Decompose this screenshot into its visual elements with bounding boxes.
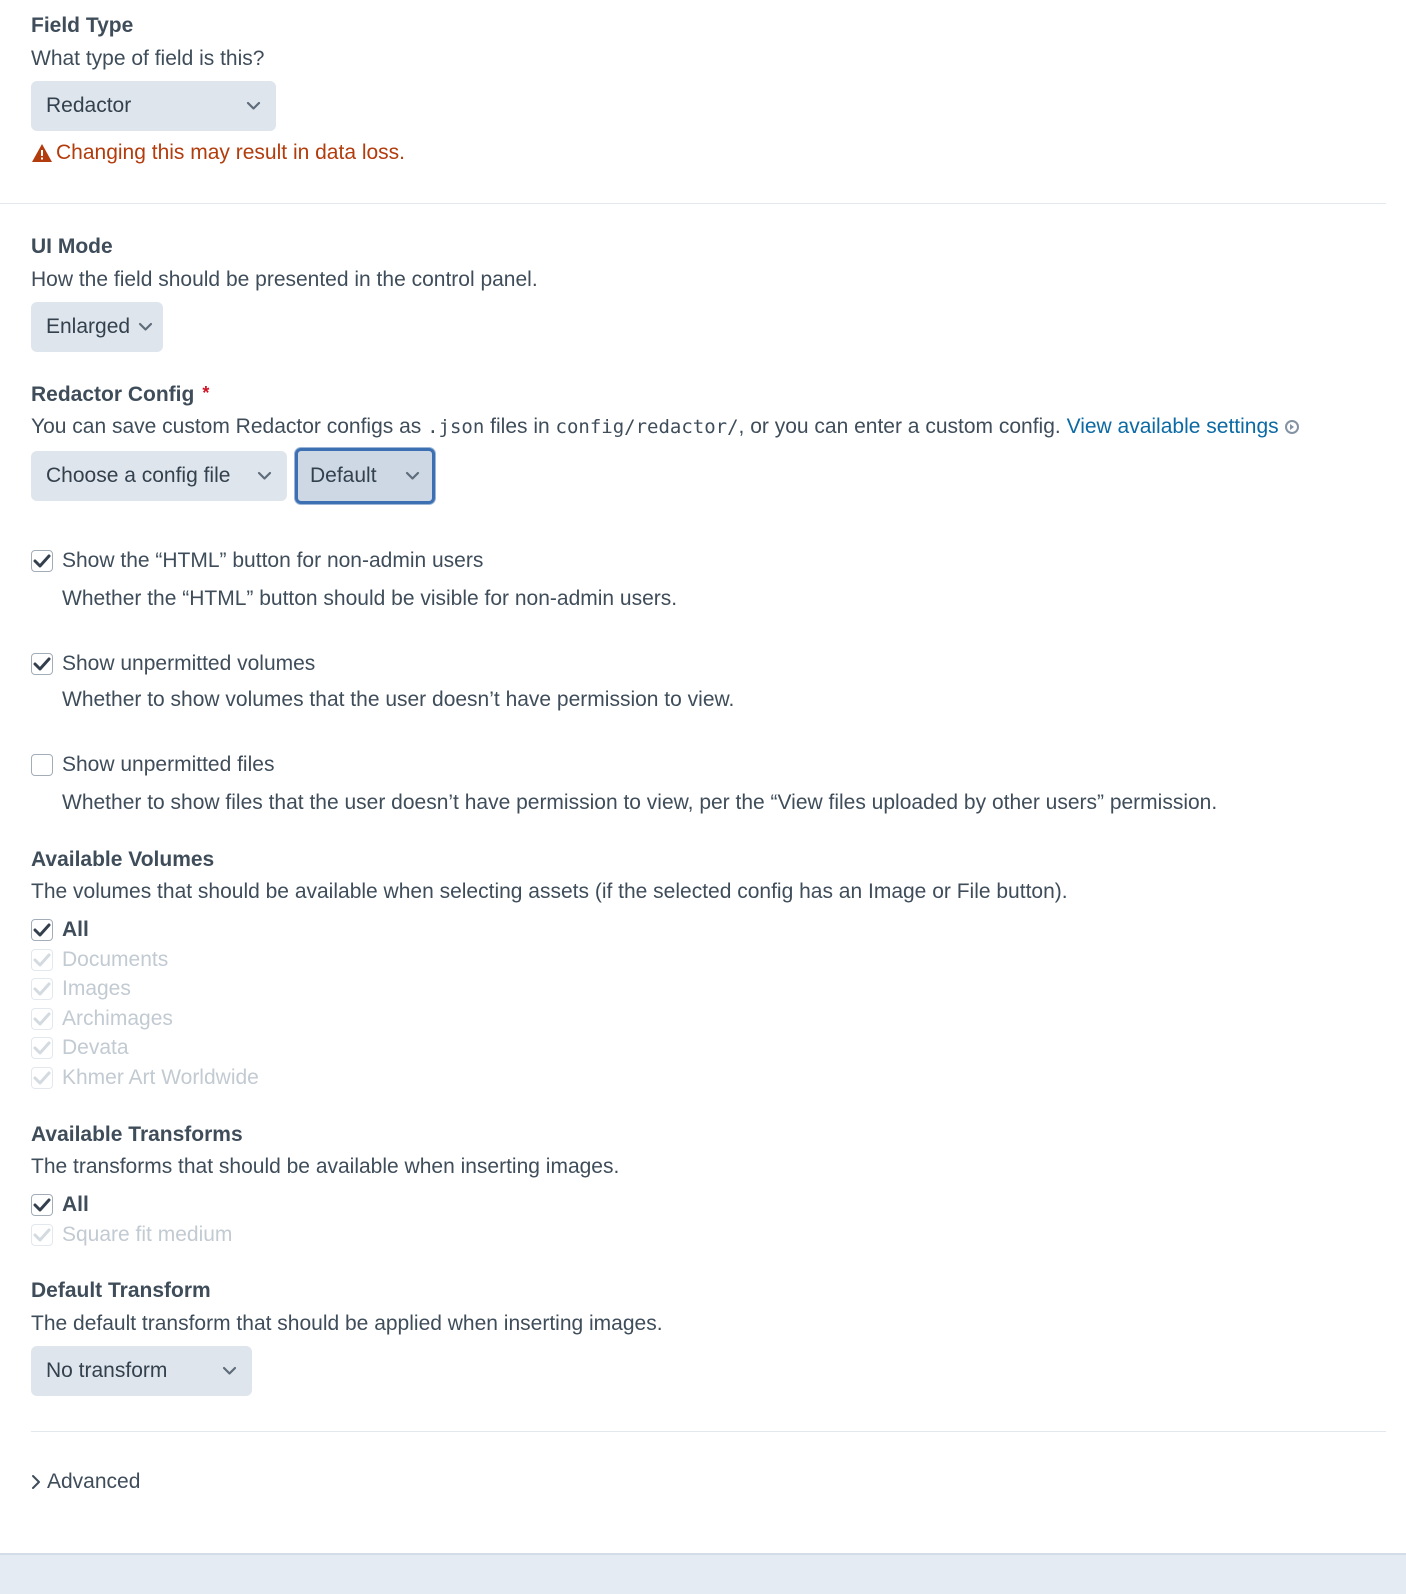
check-icon [33, 1071, 51, 1085]
show-unpermitted-volumes-checkbox[interactable] [31, 653, 53, 675]
instructions-text: You can save custom Redactor configs as [31, 415, 428, 438]
config-file-select[interactable] [31, 451, 287, 501]
json-code: .json [427, 416, 485, 438]
option-instructions: Whether to show volumes that the user doesn’t have permission to view. [62, 688, 735, 711]
required-indicator: * [202, 383, 210, 403]
redactor-config-instructions [31, 415, 1299, 439]
show-unpermitted-volumes-option[interactable] [31, 652, 315, 676]
default-transform-select-value: No transform [46, 1359, 168, 1382]
default-config-select-value: Default [310, 464, 377, 487]
check-icon [33, 1041, 51, 1055]
external-link-icon [1285, 420, 1299, 434]
chevron-right-icon [31, 1474, 41, 1490]
warning-text: Changing this may result in data loss. [56, 141, 406, 164]
volume-checkbox [31, 1037, 53, 1059]
option-label: Khmer Art Worldwide [62, 1066, 259, 1089]
ui-mode-label: UI Mode [31, 235, 113, 258]
config-file-select-value: Choose a config file [46, 464, 231, 487]
check-icon [33, 657, 51, 671]
check-icon [33, 1012, 51, 1026]
show-unpermitted-files-option[interactable] [31, 753, 274, 777]
advanced-label: Advanced [47, 1470, 141, 1493]
option-label: Show the “HTML” button for non-admin users [62, 549, 484, 572]
section-divider [0, 203, 1386, 204]
option-label: All [62, 1193, 89, 1216]
volumes-all-checkbox[interactable] [31, 919, 53, 941]
option-instructions: Whether the “HTML” button should be visible for non-admin users. [62, 587, 678, 610]
volume-option-devata [31, 1036, 129, 1060]
volume-option-images [31, 977, 131, 1001]
volume-option-documents [31, 948, 168, 972]
check-icon [33, 953, 51, 967]
transforms-all-checkbox[interactable] [31, 1194, 53, 1216]
option-instructions: Whether to show files that the user doesn’t have permission to view, per the “View files uploaded by other users” permission. [62, 791, 1218, 814]
ui-mode-select[interactable] [31, 302, 163, 352]
option-label: Archimages [62, 1007, 173, 1030]
available-transforms-instructions: The transforms that should be available when inserting images. [31, 1155, 620, 1178]
option-label: Show unpermitted files [62, 753, 275, 776]
available-volumes-instructions: The volumes that should be available when selecting assets (if the selected config has an Image or File button). [31, 880, 1068, 903]
default-transform-select[interactable] [31, 1346, 252, 1396]
data-loss-warning [31, 141, 405, 165]
check-icon [33, 554, 51, 568]
field-type-instructions: What type of field is this? [31, 47, 265, 70]
volumes-all-option[interactable] [31, 918, 89, 942]
ui-mode-select-value: Enlarged [46, 315, 131, 338]
default-transform-instructions: The default transform that should be applied when inserting images. [31, 1312, 663, 1335]
option-label: Show unpermitted volumes [62, 652, 316, 675]
option-label: Devata [62, 1036, 129, 1059]
field-type-select-value: Redactor [46, 94, 132, 117]
check-icon [33, 982, 51, 996]
option-label: Square fit medium [62, 1223, 233, 1246]
chevron-down-icon [138, 322, 153, 332]
advanced-toggle[interactable] [31, 1470, 140, 1494]
section-divider [31, 1431, 1386, 1432]
chevron-down-icon [222, 1366, 237, 1376]
show-unpermitted-files-checkbox[interactable] [31, 754, 53, 776]
instructions-text: files in [484, 415, 556, 438]
instructions-text: , or you can enter a custom config. [738, 415, 1067, 438]
footer-bar [0, 1553, 1406, 1594]
volume-checkbox [31, 978, 53, 1000]
option-label: Documents [62, 948, 169, 971]
field-type-label: Field Type [31, 14, 134, 37]
check-icon [33, 923, 51, 937]
volume-checkbox [31, 1008, 53, 1030]
volume-checkbox [31, 949, 53, 971]
config-path-code: config/redactor/ [555, 416, 739, 438]
available-volumes-label: Available Volumes [31, 848, 215, 871]
check-icon [33, 1198, 51, 1212]
warning-triangle-icon [31, 143, 53, 163]
show-html-button-option[interactable] [31, 549, 483, 573]
check-icon [33, 1228, 51, 1242]
show-html-button-checkbox[interactable] [31, 550, 53, 572]
transforms-all-option[interactable] [31, 1193, 89, 1217]
option-label: Images [62, 977, 131, 1000]
field-type-select[interactable] [31, 81, 276, 131]
option-label: All [62, 918, 89, 941]
redactor-config-label-text: Redactor Config [31, 383, 195, 406]
default-config-select[interactable] [295, 448, 435, 504]
view-available-settings-link[interactable]: View available settings [1066, 415, 1279, 438]
transform-option-square-fit-medium [31, 1223, 232, 1247]
volume-option-archimages [31, 1007, 173, 1031]
redactor-config-label [31, 383, 209, 407]
available-transforms-label: Available Transforms [31, 1123, 243, 1146]
volume-checkbox [31, 1067, 53, 1089]
default-transform-label: Default Transform [31, 1279, 211, 1302]
volume-option-khmer-art-worldwide [31, 1066, 259, 1090]
chevron-down-icon [257, 471, 272, 481]
transform-checkbox [31, 1224, 53, 1246]
ui-mode-instructions: How the field should be presented in the control panel. [31, 268, 538, 291]
chevron-down-icon [246, 101, 261, 111]
chevron-down-icon [405, 471, 420, 481]
